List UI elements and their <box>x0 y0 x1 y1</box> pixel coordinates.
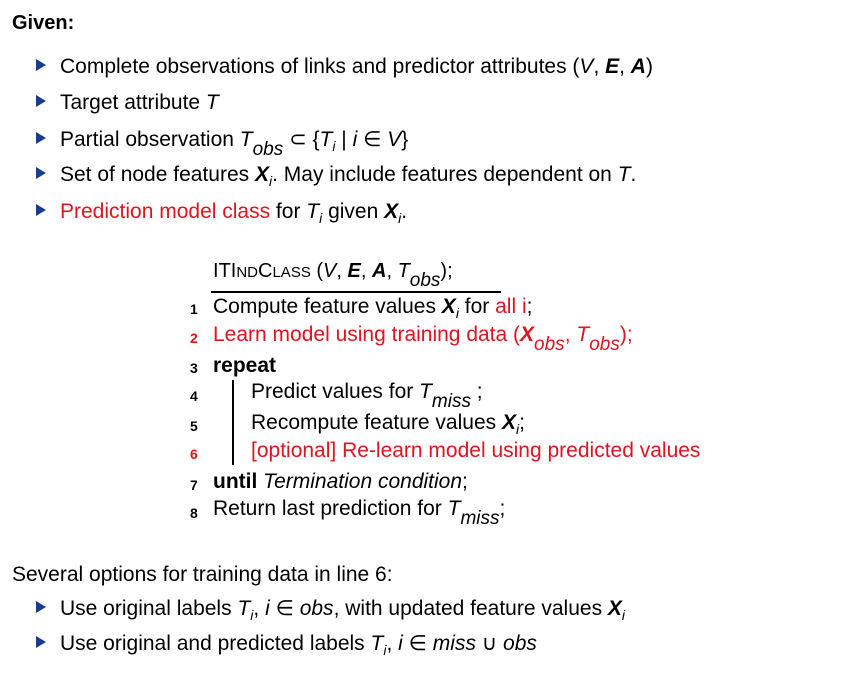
algorithm-line-8: Return last prediction for Tmiss; <box>213 497 506 529</box>
line-number: 4 <box>190 388 198 404</box>
line-number: 5 <box>190 418 198 434</box>
bullet-option-predicted-labels: Use original and predicted labels $T_i$, i ∈ miss ∪ obs <box>36 631 537 658</box>
algorithm-line-6: [optional] Re-learn model using predicted values <box>251 439 701 462</box>
algorithm-line-2: Learn model using training data (Xobs, Tobs); <box>213 323 633 355</box>
repeat-block-bar <box>232 380 234 465</box>
bullet-option-original-labels: Use original labels $T_i$, i ∈ obs, with updated feature values $X_i$ <box>36 596 625 623</box>
bullet-node-features: Set of node features $X_i$. May include features dependent on T. <box>36 163 636 189</box>
algorithm-line-4: Predict values for Tmiss ; <box>251 380 483 412</box>
line-number: 1 <box>190 301 198 317</box>
bullet-prediction-model: Prediction model class for $T_i$ given $X_i$. <box>36 200 407 226</box>
line-number: 2 <box>190 330 198 346</box>
algorithm-title-rule <box>211 291 501 293</box>
bullet-triangle-icon <box>36 601 46 613</box>
given-heading: Given: <box>12 12 75 34</box>
bullet-partial-observation: Partial observation Tobs ⊂ {$T_i$ | i ∈ V} <box>36 127 408 161</box>
line-number: 3 <box>190 360 198 376</box>
options-intro: Several options for training data in line 6: <box>12 563 393 586</box>
bullet-target: Target attribute T <box>36 91 219 115</box>
line-number: 8 <box>190 505 198 521</box>
line-number: 6 <box>190 446 198 462</box>
algorithm-title: ITINDCLASS (V, E, A, Tobs); <box>213 260 453 291</box>
line-number: 7 <box>190 477 198 493</box>
bullet-triangle-icon <box>36 95 46 107</box>
bullet-triangle-icon <box>36 167 46 179</box>
algorithm-line-3: repeat <box>213 354 277 377</box>
algorithm-line-1: Compute feature values $X_i$ for all i; <box>213 295 533 321</box>
bullet-triangle-icon <box>36 59 46 71</box>
bullet-triangle-icon <box>36 204 46 216</box>
bullet-triangle-icon <box>36 132 46 144</box>
algorithm-line-7: until Termination condition; <box>213 470 468 493</box>
bullet-observations: Complete observations of links and predictor attributes (V, E, A) <box>36 55 653 79</box>
algorithm-line-5: Recompute feature values $X_i$; <box>251 411 525 437</box>
bullet-triangle-icon <box>36 636 46 648</box>
